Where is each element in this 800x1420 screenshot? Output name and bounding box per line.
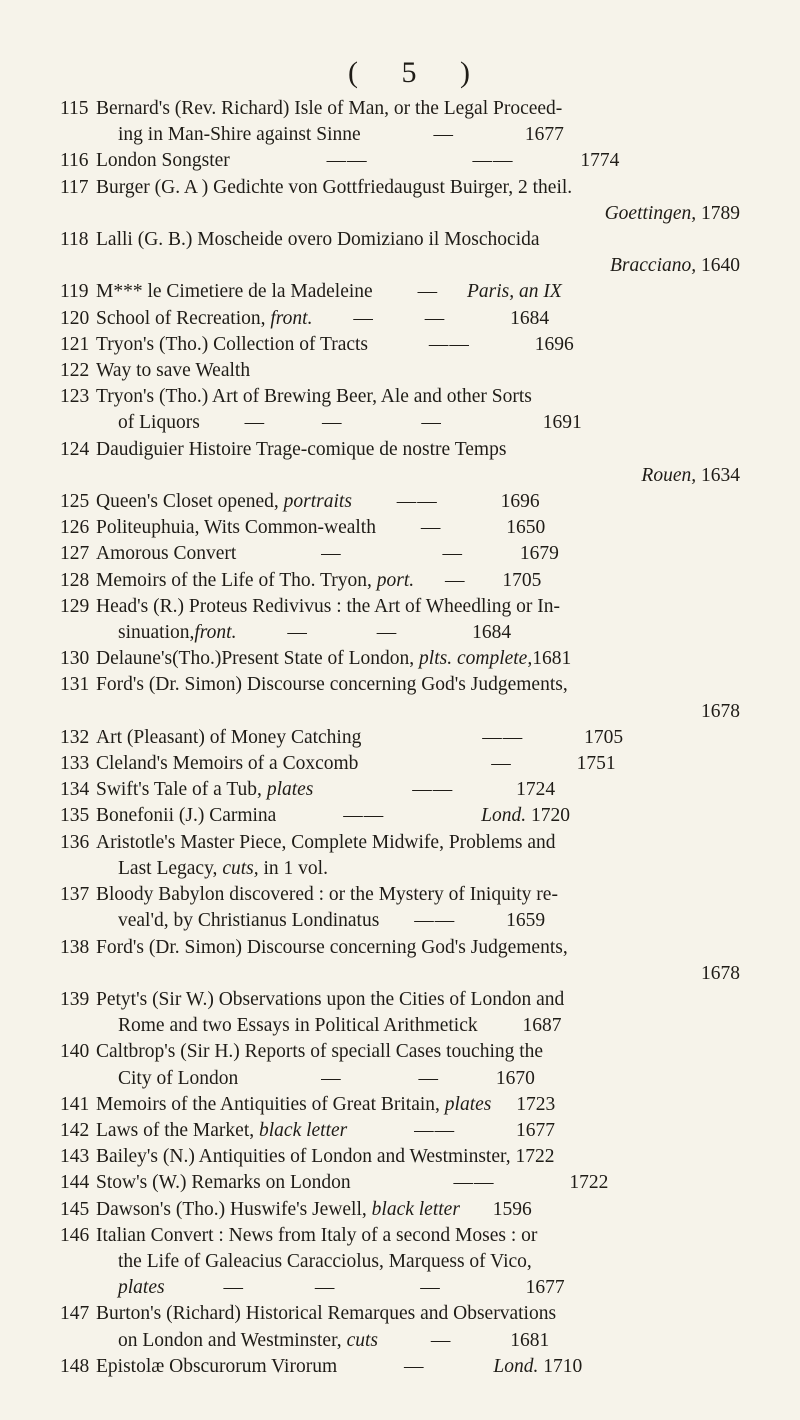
list-item xyxy=(60,1144,766,1170)
entry-note: port. xyxy=(376,569,415,591)
entry-text: Epistolæ Obscurorum Virorum xyxy=(96,1355,338,1377)
entry-dash: — xyxy=(321,543,342,565)
entry-note: black letter xyxy=(371,1198,460,1220)
entry-text: Amorous Convert xyxy=(96,543,237,565)
catalog-list xyxy=(60,96,766,1380)
entry-number: 133 xyxy=(60,753,90,775)
entry-line xyxy=(96,489,766,515)
entry-dash: —— xyxy=(326,150,368,172)
entry-dash: — xyxy=(433,124,455,146)
entry-note: black letter xyxy=(259,1119,348,1141)
entry-dash: —— xyxy=(396,491,438,513)
entry-text: Rome and two Essays in Political Arithmetick xyxy=(118,1015,478,1037)
entry-year: 1710 xyxy=(543,1355,583,1377)
entry-dash: —— xyxy=(482,726,524,748)
list-item xyxy=(60,777,766,803)
entry-number: 127 xyxy=(60,543,90,565)
entry-text: ing in Man-Shire against Sinne xyxy=(118,124,361,146)
entry-dash: — xyxy=(244,412,266,434)
entry-dash: — xyxy=(445,569,466,591)
list-item xyxy=(60,358,766,384)
entry-year: 1640 xyxy=(701,255,740,277)
entry-year: 1722 xyxy=(569,1172,609,1194)
entry-number: 142 xyxy=(60,1119,90,1141)
entry-number: 126 xyxy=(60,517,90,539)
list-item xyxy=(60,1354,766,1380)
entry-text: School of Recreation, xyxy=(96,307,266,329)
entry-text: Laws of the Market, xyxy=(96,1119,255,1141)
entry-dash: —— xyxy=(453,1172,495,1194)
entry-dash: —— xyxy=(414,1119,456,1141)
entry-number: 132 xyxy=(60,726,90,748)
entry-line xyxy=(96,1170,766,1196)
entry-dash: — xyxy=(314,1277,336,1299)
entry-year: 1696 xyxy=(534,333,574,355)
entry-number: 122 xyxy=(60,360,90,382)
list-item xyxy=(60,594,766,646)
list-item xyxy=(60,1092,766,1118)
entry-year: 1691 xyxy=(542,412,582,434)
entry-year: 1684 xyxy=(510,307,550,329)
entry-year: 1677 xyxy=(525,1277,565,1299)
entry-note: cuts, xyxy=(222,857,259,879)
entry-line xyxy=(96,122,766,148)
entry-number: 136 xyxy=(60,831,90,853)
entry-text: Stow's (W.) Remarks on London xyxy=(96,1172,351,1194)
entry-number: 140 xyxy=(60,1041,90,1063)
list-item xyxy=(60,279,766,305)
entry-line xyxy=(96,856,766,882)
entry-dash: — xyxy=(223,1277,244,1299)
list-item xyxy=(60,803,766,829)
entry-dash: — xyxy=(420,517,442,539)
entry-text: Way to save Wealth xyxy=(96,360,251,382)
list-item xyxy=(60,882,766,934)
list-item xyxy=(60,751,766,777)
entry-number: 129 xyxy=(60,595,90,617)
list-item xyxy=(60,515,766,541)
entry-line xyxy=(96,1275,766,1301)
entry-line xyxy=(96,463,766,489)
list-item xyxy=(60,332,766,358)
entry-text: Bonefonii (J.) Carmina xyxy=(96,805,277,827)
entry-year: 1670 xyxy=(495,1067,535,1089)
entry-dash: — xyxy=(420,1277,441,1299)
entry-year: 1659 xyxy=(506,910,546,932)
list-item xyxy=(60,646,766,672)
entry-number: 123 xyxy=(60,386,90,408)
entry-number: 138 xyxy=(60,936,90,958)
entry-year: 1684 xyxy=(472,622,512,644)
entry-line xyxy=(96,1144,766,1170)
entry-year: 1751 xyxy=(576,753,616,775)
entry-number: 115 xyxy=(60,98,89,119)
entry-line xyxy=(96,1328,766,1354)
list-item xyxy=(60,227,766,279)
entry-number: 131 xyxy=(60,674,90,696)
entry-text: London Songster xyxy=(96,150,230,172)
entry-line xyxy=(96,148,766,174)
entry-number: 121 xyxy=(60,333,90,355)
entry-number: 144 xyxy=(60,1172,90,1194)
entry-text: Aristotle's Master Piece, Complete Midwife, Problems and xyxy=(96,831,556,853)
entry-line xyxy=(96,1354,766,1380)
entry-year: 1722 xyxy=(515,1146,555,1168)
list-item xyxy=(60,830,766,882)
entry-line xyxy=(96,541,766,567)
entry-text: Bernard's (Rev. Richard) Isle of Man, or the Legal Proceed- xyxy=(96,98,563,119)
list-item xyxy=(60,148,766,174)
list-item xyxy=(60,1223,766,1302)
entry-dash: — xyxy=(418,1067,439,1089)
entry-text: Lalli (G. B.) Moscheide overo Domiziano il Moschocida xyxy=(96,229,540,251)
entry-dash: —— xyxy=(343,805,385,827)
entry-year: 1696 xyxy=(500,491,540,513)
list-item xyxy=(60,725,766,751)
entry-text: in 1 vol. xyxy=(263,857,328,879)
entry-place: Rouen, xyxy=(641,464,697,486)
list-item xyxy=(60,987,766,1039)
entry-line xyxy=(96,1066,766,1092)
entry-text: Art (Pleasant) of Money Catching xyxy=(96,726,362,748)
entry-line xyxy=(96,961,766,987)
entry-text: Memoirs of the Life of Tho. Tryon, xyxy=(96,569,372,591)
entry-dash: — xyxy=(442,543,464,565)
entry-note: plates xyxy=(118,1277,165,1299)
entry-text: Last Legacy, xyxy=(118,857,218,879)
entry-number: 148 xyxy=(60,1355,90,1377)
entry-text: Ford's (Dr. Simon) Discourse concerning God's Judgements, xyxy=(96,936,568,958)
entry-line xyxy=(96,1118,766,1144)
entry-text: on London and Westminster, xyxy=(118,1329,342,1351)
entry-text: Caltbrop's (Sir H.) Reports of speciall Cases touching the xyxy=(96,1041,544,1063)
entry-line xyxy=(96,568,766,594)
entry-text: Italian Convert : News from Italy of a second Moses : or xyxy=(96,1224,538,1246)
entry-number: 145 xyxy=(60,1198,90,1220)
entry-place: Lond. xyxy=(493,1355,539,1377)
entry-text: Politeuphuia, Wits Common-wealth xyxy=(96,517,376,539)
entry-text: sinuation, xyxy=(118,622,195,644)
entry-year: 1681 xyxy=(532,648,572,670)
entry-line xyxy=(96,803,766,829)
entry-place: Lond. xyxy=(481,805,527,827)
entry-number: 128 xyxy=(60,569,90,591)
entry-number: 139 xyxy=(60,988,90,1010)
entry-text: veal'd, by Christianus Londinatus xyxy=(118,910,380,932)
entry-number: 120 xyxy=(60,307,90,329)
entry-text: Dawson's (Tho.) Huswife's Jewell, xyxy=(96,1198,367,1220)
list-item xyxy=(60,1118,766,1144)
entry-dash: — xyxy=(430,1329,452,1351)
entry-dash: — xyxy=(424,307,446,329)
list-item xyxy=(60,1039,766,1091)
entry-dash: — xyxy=(491,753,512,775)
entry-text: Delaune's(Tho.)Present State of London, xyxy=(96,648,415,670)
list-item xyxy=(60,1197,766,1223)
entry-text: Ford's (Dr. Simon) Discourse concerning God's Judgements, xyxy=(96,674,568,696)
entry-text: Bailey's (N.) Antiquities of London and Westminster, xyxy=(96,1146,511,1168)
list-item xyxy=(60,489,766,515)
entry-year: 1723 xyxy=(516,1093,556,1115)
entry-dash: — xyxy=(421,412,442,434)
entry-text: Swift's Tale of a Tub, xyxy=(96,779,262,801)
list-item xyxy=(60,437,766,489)
entry-line xyxy=(96,1197,766,1223)
entry-year: 1678 xyxy=(701,700,740,722)
entry-line xyxy=(96,699,766,725)
entry-number: 119 xyxy=(60,281,89,303)
entry-text: Tryon's (Tho.) Art of Brewing Beer, Ale and other Sorts xyxy=(96,386,532,408)
entry-dash: — xyxy=(376,622,398,644)
entry-line xyxy=(96,751,766,777)
entry-year: 1596 xyxy=(492,1198,532,1220)
entry-number: 116 xyxy=(60,150,89,172)
entry-text: the Life of Galeacius Caracciolus, Marquess of Vico, xyxy=(118,1250,532,1272)
entry-text: Cleland's Memoirs of a Coxcomb xyxy=(96,753,359,775)
entry-year: 1634 xyxy=(701,464,740,486)
entry-text: Memoirs of the Antiquities of Great Britain, xyxy=(96,1093,440,1115)
entry-text: Bloody Babylon discovered : or the Mystery of Iniquity re- xyxy=(96,884,558,906)
entry-year: 1650 xyxy=(506,517,546,539)
entry-text: City of London xyxy=(118,1067,239,1089)
entry-line xyxy=(96,253,766,279)
entry-note: front. xyxy=(270,307,313,329)
entry-year: 1678 xyxy=(701,962,740,984)
entry-note: front. xyxy=(194,622,237,644)
entry-note: plts. complete, xyxy=(419,648,533,670)
entry-dash: — xyxy=(417,281,439,303)
entry-text: Queen's Closet opened, xyxy=(96,491,279,513)
entry-dash: —— xyxy=(412,779,454,801)
entry-number: 147 xyxy=(60,1303,90,1325)
entry-note: portraits xyxy=(283,491,352,513)
list-item xyxy=(60,96,766,148)
entry-number: 146 xyxy=(60,1224,90,1246)
entry-text: M*** le Cimetiere de la Madeleine xyxy=(96,281,373,303)
list-item xyxy=(60,541,766,567)
entry-year: 1774 xyxy=(580,150,620,172)
entry-dash: —— xyxy=(414,910,456,932)
entry-number: 125 xyxy=(60,491,90,513)
entry-place: Paris, an IX xyxy=(466,281,562,303)
entry-year: 1677 xyxy=(524,124,564,146)
list-item xyxy=(60,672,766,724)
entry-place: Goettingen, xyxy=(604,202,697,224)
list-item xyxy=(60,1170,766,1196)
entry-text: Burton's (Richard) Historical Remarques and Observations xyxy=(96,1303,557,1325)
entry-line xyxy=(96,279,766,305)
entry-year: 1724 xyxy=(516,779,556,801)
entry-year: 1705 xyxy=(584,726,624,748)
entry-year: 1681 xyxy=(510,1329,550,1351)
entry-number: 124 xyxy=(60,438,90,460)
list-item xyxy=(60,175,766,227)
list-item xyxy=(60,568,766,594)
entry-number: 118 xyxy=(60,229,89,251)
entry-note: plates xyxy=(444,1093,492,1115)
list-item xyxy=(60,935,766,987)
entry-text: Burger (G. A ) Gedichte von Gottfriedaugust Buirger, 2 theil. xyxy=(96,176,573,198)
entry-line xyxy=(96,410,766,436)
entry-year: 1720 xyxy=(530,805,570,827)
entry-dash: —— xyxy=(472,150,514,172)
entry-text: of Liquors xyxy=(118,412,200,434)
entry-line xyxy=(96,306,766,332)
entry-line xyxy=(96,1013,766,1039)
entry-year: 1789 xyxy=(701,202,740,224)
entry-line xyxy=(96,725,766,751)
entry-dash: —— xyxy=(428,333,470,355)
entry-year: 1679 xyxy=(519,543,559,565)
entry-line xyxy=(96,332,766,358)
entry-dash: — xyxy=(321,1067,342,1089)
entry-line xyxy=(96,777,766,803)
entry-line xyxy=(96,515,766,541)
entry-text: Daudiguier Histoire Trage-comique de nostre Temps xyxy=(96,438,507,460)
entry-note: cuts xyxy=(346,1329,378,1351)
entry-line xyxy=(96,646,766,672)
entry-text: Head's (R.) Proteus Redivivus : the Art of Wheedling or In- xyxy=(96,595,561,617)
entry-line xyxy=(96,201,766,227)
page-number: ( 5 ) xyxy=(348,56,488,89)
entry-number: 135 xyxy=(60,805,90,827)
entry-number: 117 xyxy=(60,176,89,198)
list-item xyxy=(60,384,766,436)
entry-number: 137 xyxy=(60,884,90,906)
entry-dash: — xyxy=(322,412,343,434)
entry-number: 130 xyxy=(60,648,90,670)
entry-line xyxy=(96,620,766,646)
list-item xyxy=(60,306,766,332)
entry-text: Petyt's (Sir W.) Observations upon the Cities of London and xyxy=(96,988,565,1010)
list-item xyxy=(60,1301,766,1353)
entry-year: 1687 xyxy=(522,1015,562,1037)
entry-number: 143 xyxy=(60,1146,90,1168)
entry-dash: — xyxy=(287,622,308,644)
entry-dash: — xyxy=(404,1355,425,1377)
entry-text: Tryon's (Tho.) Collection of Tracts xyxy=(96,333,369,355)
entry-year: 1705 xyxy=(502,569,542,591)
entry-note: plates xyxy=(266,779,314,801)
entry-number: 141 xyxy=(60,1093,90,1115)
entry-number: 134 xyxy=(60,779,90,801)
entry-line xyxy=(96,1092,766,1118)
entry-line xyxy=(96,908,766,934)
entry-year: 1677 xyxy=(516,1119,556,1141)
entry-place: Bracciano, xyxy=(610,255,697,277)
entry-dash: — xyxy=(353,307,374,329)
